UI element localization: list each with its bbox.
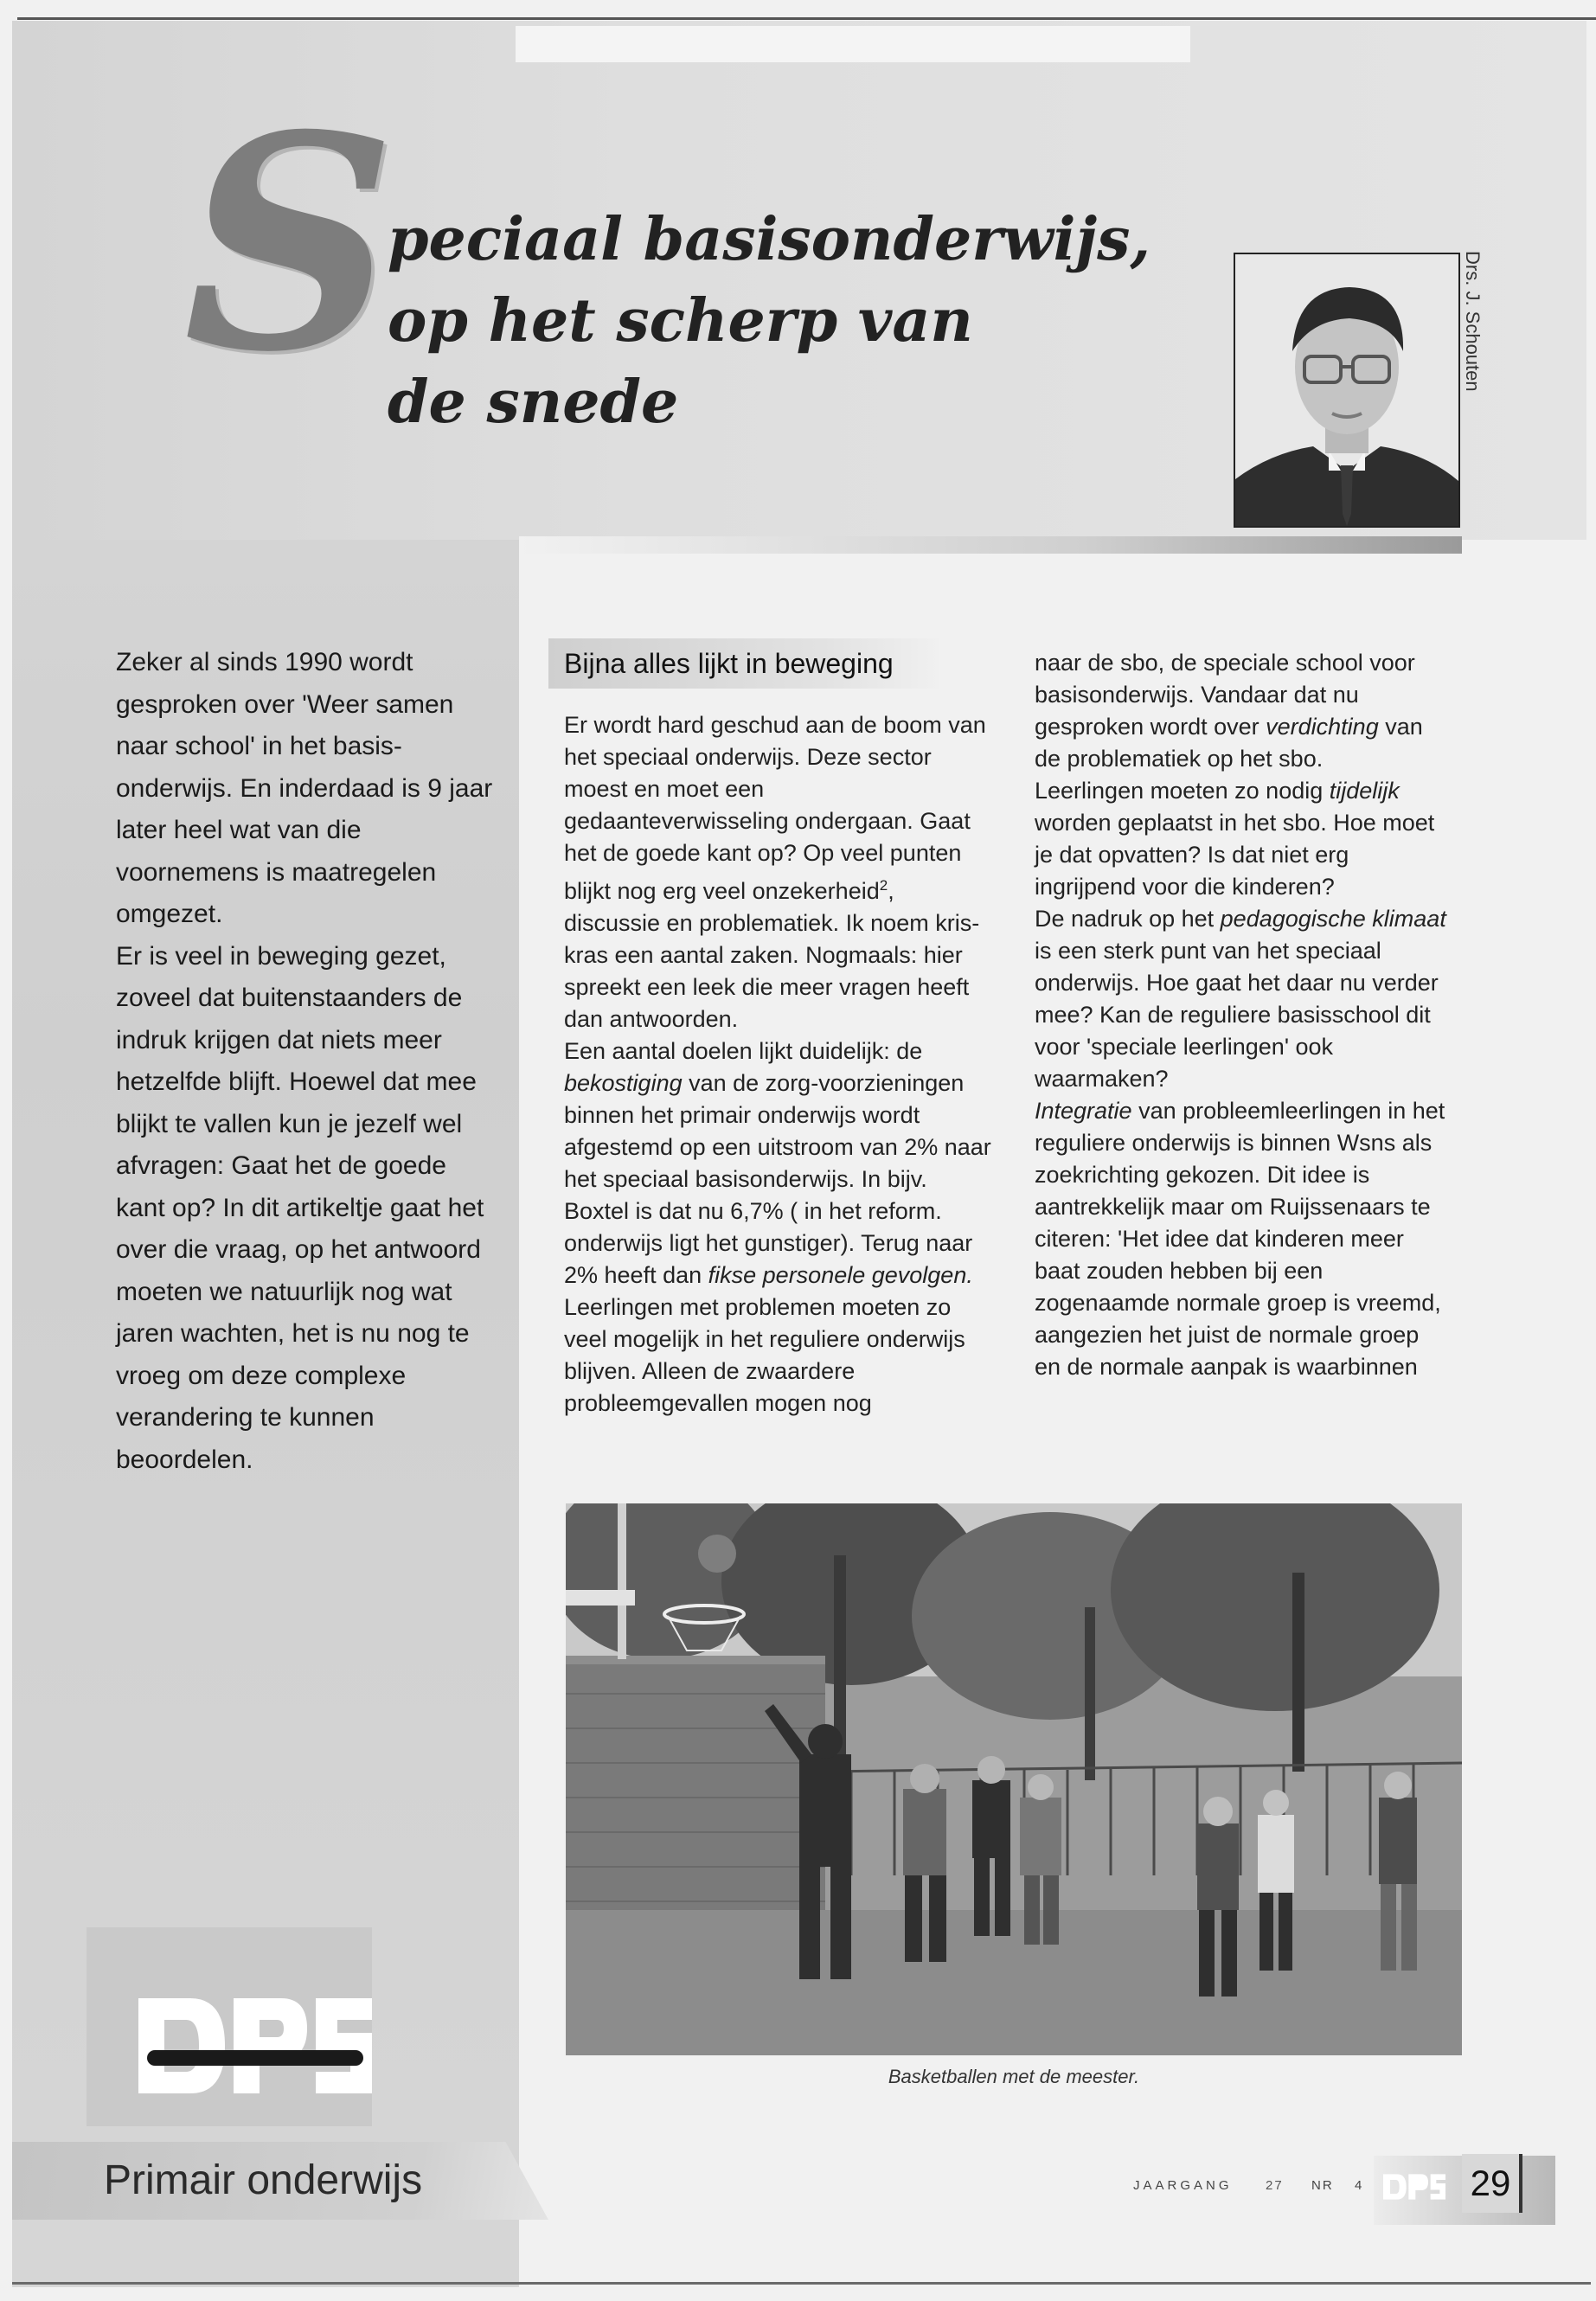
emphasis: pedagogische klimaat — [1220, 906, 1446, 932]
article-title — [388, 199, 1235, 443]
emphasis: bekostiging — [564, 1070, 683, 1096]
article-paragraph — [1035, 647, 1450, 775]
article-column-middle — [564, 709, 991, 1420]
bottom-rule — [12, 2282, 1591, 2285]
footer-nr-label: NR — [1311, 2178, 1334, 2193]
text-run: van probleemleerlingen in het reguliere onderwijs is binnen Wsns als zoekrichting gekozen. Dit idee is aantrekkelijk maar om Ruijssenaars te citeren: 'Het idee dat kinderen meer baat zouden hebben bij een zogenaamde normale groep is vreemd, aangezien het juist de normale groep en de normale aanpak is waarbinnen — [1035, 1098, 1445, 1380]
text-run: De nadruk op het — [1035, 906, 1221, 932]
emphasis: verdichting — [1266, 714, 1379, 740]
portrait-photo — [1235, 254, 1458, 526]
text-run: is een sterk punt van het speciaal onderwijs. Hoe gaat het daar nu verder mee? Kan de reguliere basisschool dit voor 'speciale leerlingen' ook waarmaken? — [1035, 938, 1439, 1092]
text-run: van de problematiek op het sbo. — [1035, 714, 1423, 772]
text-run: Leerlingen moeten zo nodig — [1035, 778, 1330, 804]
article-paragraph — [564, 1035, 991, 1292]
author-portrait — [1234, 253, 1460, 528]
footer-issue: 4 — [1355, 2178, 1362, 2193]
footer-dps-logo — [1375, 2170, 1453, 2208]
article-column-right — [1035, 647, 1450, 1383]
top-rule — [17, 17, 1596, 20]
footnote-ref: 2 — [879, 877, 888, 894]
footer-logo-mark — [1375, 2170, 1453, 2204]
author-credit: Drs. J. Schouten — [1462, 251, 1484, 392]
title-line: de snede — [388, 368, 679, 437]
text-run: worden geplaatst in het sbo. Hoe moet je dat opvatten? Is dat niet erg ingrijpend voor die kinderen? — [1035, 810, 1435, 900]
intro-text — [116, 642, 497, 1481]
emphasis: Integratie — [1035, 1098, 1132, 1124]
footer-journal-label: JAARGANG — [1133, 2178, 1233, 2193]
text-run: Een aantal doelen lijkt duidelijk: de — [564, 1038, 923, 1064]
section-heading: Bijna alles lijkt in beweging — [548, 638, 939, 689]
section-label: Primair onderwijs — [104, 2157, 423, 2203]
article-paragraph: Leerlingen met problemen moeten zo veel mogelijk in het reguliere onderwijs blijven. Alleen de zwaardere probleemgevallen mogen nog — [564, 1294, 965, 1416]
header-accent-bar — [516, 26, 1190, 62]
basketball-photo — [566, 1503, 1462, 2055]
text-run: Er wordt hard geschud aan de boom van het speciaal onderwijs. Deze sector moest en moet een gedaanteverwisseling ondergaan. Gaat het de goede kant op? Op veel punten blijkt nog erg veel onzekerheid — [564, 712, 986, 904]
text-run: , discussie en problematiek. Ik noem kris-kras een aantal zaken. Nogmaals: hier spreekt een leek die meer vragen heeft dan antwoorden. — [564, 878, 980, 1032]
drop-cap: S — [183, 72, 396, 417]
photo-caption: Basketballen met de meester. — [888, 2066, 1140, 2087]
text-run: naar de sbo, de speciale school voor basisonderwijs. Vandaar dat nu gesproken wordt over — [1035, 650, 1415, 740]
title-line: op het scherp van — [388, 286, 973, 356]
article-paragraph — [1035, 775, 1450, 903]
text-run: van de zorg-voorzieningen binnen het primair onderwijs wordt afgestemd op een uitstroom van 2% naar het speciaal basisonderwijs. In bijv. Boxtel is dat nu 6,7% ( in het reform. onderwijs ligt het gunstiger). Terug naar 2% heeft dan — [564, 1070, 991, 1288]
article-paragraph — [564, 709, 991, 1035]
basketball-scene — [566, 1503, 1462, 2055]
emphasis: tijdelijk — [1329, 778, 1400, 804]
footer-volume: 27 — [1266, 2178, 1284, 2193]
header-gradient-bar — [519, 536, 1462, 554]
intro-paragraph: Er is veel in beweging gezet, zoveel dat buitenstaanders de indruk krijgen dat niets meer hetzelfde blijft. Hoewel dat mee blijkt te vallen kun je jezelf wel afvragen: Gaat het de goede kant op? In dit artikeltje gaat het over die vraag, op het antwoord moeten we natuurlijk nog wat jaren wachten, het is nu nog te vroeg om deze complexe verandering te kunnen beoordelen. — [116, 941, 484, 1474]
article-paragraph — [1035, 1095, 1450, 1383]
intro-paragraph: Zeker al sinds 1990 wordt gesproken over 'Weer samen naar school' in het basisonderwijs. En inderdaad is 9 jaar later heel wat van die voornemens is maatregelen omgezet. — [116, 648, 493, 928]
page-number: 29 — [1462, 2154, 1522, 2213]
emphasis: fikse personele gevolgen. — [708, 1262, 973, 1288]
article-paragraph — [1035, 903, 1450, 1095]
dps-logo — [130, 1981, 381, 2115]
dps-logo-mark — [130, 1981, 381, 2111]
title-line: peciaal basisonderwijs, — [388, 205, 1151, 274]
